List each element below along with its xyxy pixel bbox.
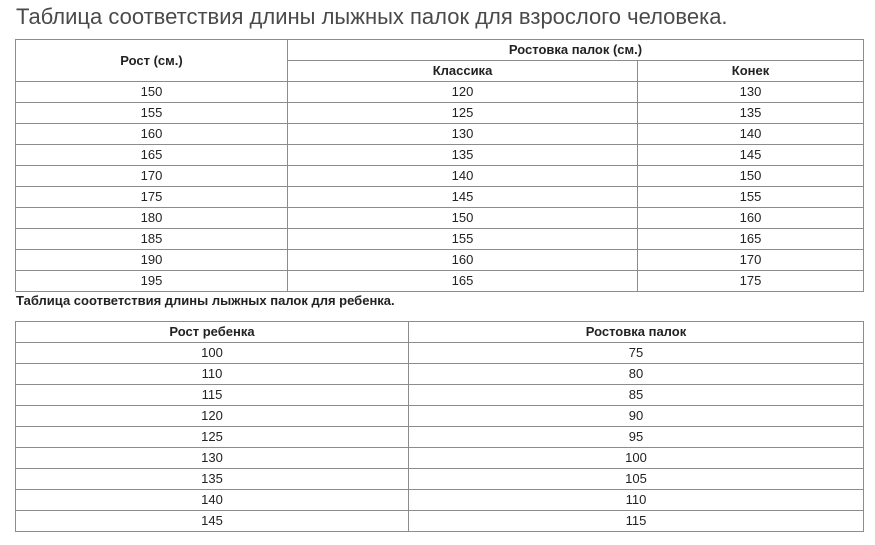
table-row: [16, 343, 864, 364]
child-height-cell: 125: [16, 427, 409, 448]
skate-cell: 130: [638, 82, 864, 103]
table-row: [16, 490, 864, 511]
table-row: [16, 124, 864, 145]
child-height-cell: 130: [16, 448, 409, 469]
height-cell: 155: [16, 103, 288, 124]
table-row: [16, 406, 864, 427]
child-pole-cell: 110: [409, 490, 864, 511]
child-height-cell: 120: [16, 406, 409, 427]
table-row: [16, 103, 864, 124]
child-height-cell: 135: [16, 469, 409, 490]
classic-cell: 125: [288, 103, 638, 124]
height-cell: 150: [16, 82, 288, 103]
classic-cell: 150: [288, 208, 638, 229]
skate-header: Конек: [638, 61, 864, 82]
classic-cell: 155: [288, 229, 638, 250]
child-pole-cell: 90: [409, 406, 864, 427]
child-height-cell: 115: [16, 385, 409, 406]
child-pole-cell: 105: [409, 469, 864, 490]
height-cell: 185: [16, 229, 288, 250]
height-cell: 170: [16, 166, 288, 187]
child-height-cell: 110: [16, 364, 409, 385]
child-height-cell: 145: [16, 511, 409, 532]
height-cell: 175: [16, 187, 288, 208]
table-row: [16, 145, 864, 166]
child-height-header: Рост ребенка: [16, 322, 409, 343]
table-row: [16, 448, 864, 469]
height-cell: 190: [16, 250, 288, 271]
table-row: [16, 385, 864, 406]
skate-cell: 150: [638, 166, 864, 187]
table-row: [16, 364, 864, 385]
height-cell: 195: [16, 271, 288, 292]
child-pole-table: [15, 321, 864, 532]
table-row: [16, 208, 864, 229]
skate-cell: 135: [638, 103, 864, 124]
adult-table-body: [16, 82, 864, 292]
skate-cell: 140: [638, 124, 864, 145]
child-table-body: [16, 343, 864, 532]
classic-cell: 145: [288, 187, 638, 208]
table-row: [16, 229, 864, 250]
table-row: [16, 250, 864, 271]
height-cell: 160: [16, 124, 288, 145]
skate-cell: 165: [638, 229, 864, 250]
classic-cell: 160: [288, 250, 638, 271]
table-row: [16, 82, 864, 103]
classic-header: Классика: [288, 61, 638, 82]
child-pole-cell: 100: [409, 448, 864, 469]
classic-cell: 165: [288, 271, 638, 292]
adult-pole-table: [15, 39, 864, 292]
table-row: [16, 427, 864, 448]
table-row: [16, 511, 864, 532]
table-row: [16, 469, 864, 490]
child-table-title: Таблица соответствия длины лыжных палок для ребенка.: [16, 293, 395, 308]
page-title: Таблица соответствия длины лыжных палок для взрослого человека.: [16, 4, 728, 29]
skate-cell: 145: [638, 145, 864, 166]
height-header: Рост (см.): [16, 40, 288, 82]
child-pole-cell: 85: [409, 385, 864, 406]
skate-cell: 155: [638, 187, 864, 208]
table-row: [16, 271, 864, 292]
skate-cell: 170: [638, 250, 864, 271]
child-pole-cell: 115: [409, 511, 864, 532]
classic-cell: 140: [288, 166, 638, 187]
child-pole-cell: 75: [409, 343, 864, 364]
child-height-cell: 100: [16, 343, 409, 364]
height-cell: 165: [16, 145, 288, 166]
table-row: [16, 166, 864, 187]
child-pole-cell: 80: [409, 364, 864, 385]
pole-length-group-header: Ростовка палок (см.): [288, 40, 864, 61]
table-row: [16, 187, 864, 208]
skate-cell: 175: [638, 271, 864, 292]
classic-cell: 135: [288, 145, 638, 166]
child-height-cell: 140: [16, 490, 409, 511]
skate-cell: 160: [638, 208, 864, 229]
height-cell: 180: [16, 208, 288, 229]
classic-cell: 130: [288, 124, 638, 145]
classic-cell: 120: [288, 82, 638, 103]
child-pole-cell: 95: [409, 427, 864, 448]
child-pole-header: Ростовка палок: [409, 322, 864, 343]
